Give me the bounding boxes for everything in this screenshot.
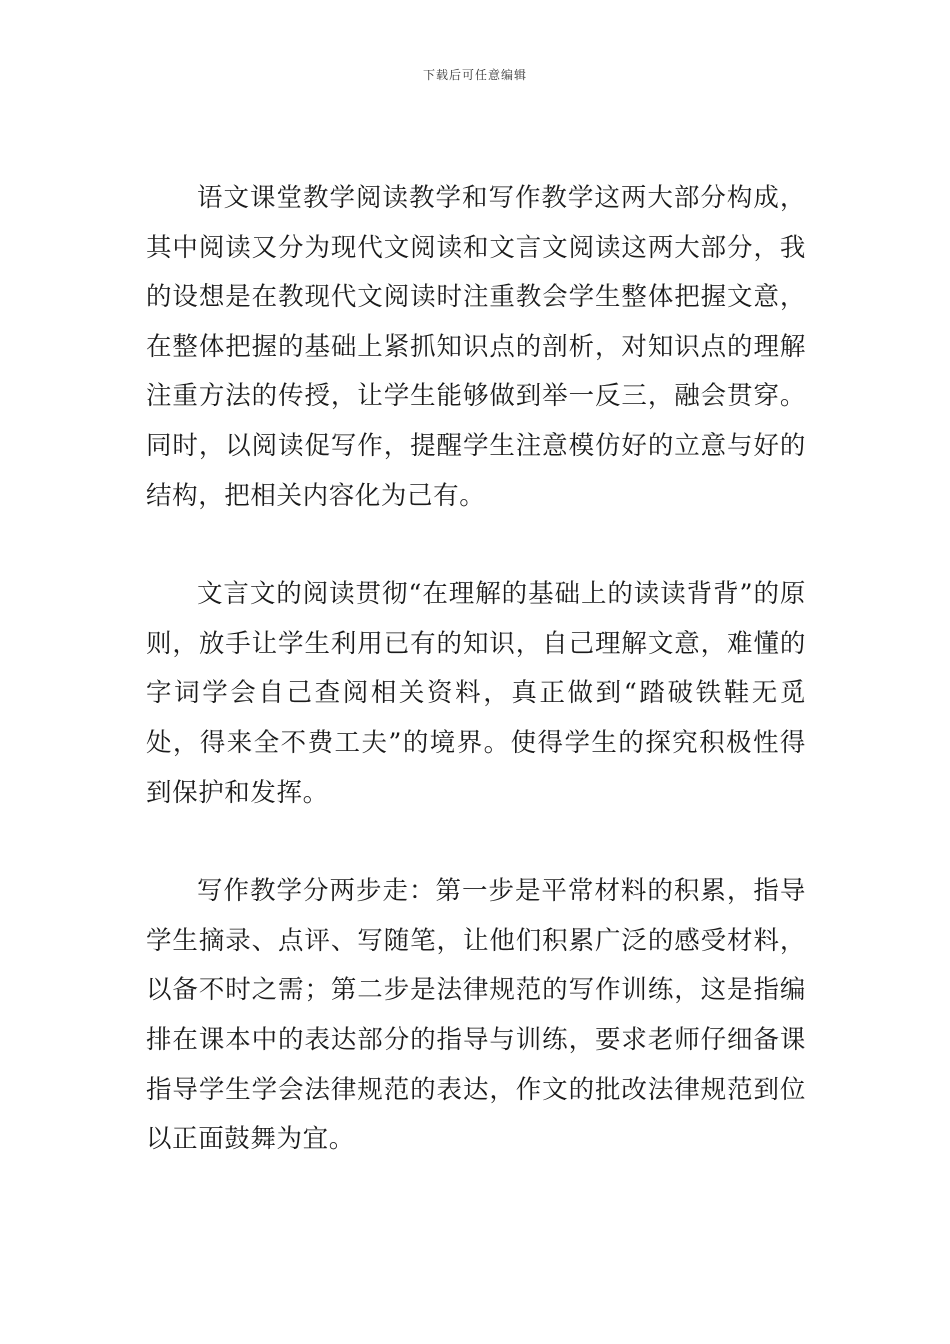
paragraph-reading-teaching: 语文课堂教学阅读教学和写作教学这两大部分构成，其中阅读又分为现代文阅读和文言文阅读这两大部分，我的设想是在教现代文阅读时注重教会学生整体把握文意，在整体把握的基础上紧抓知识点的剖析，对知识点的理解注重方法的传授，让学生能够做到举一反三，融会贯穿。同时，以阅读促写作，提醒学生注意模仿好的立意与好的结构，把相关内容化为己有。: [146, 183, 806, 511]
page-header: 下载后可任意编辑: [422, 68, 527, 82]
document-body: [146, 174, 806, 1165]
paragraph-writing-teaching: 写作教学分两步走：第一步是平常材料的积累，指导学生摘录、点评、写随笔，让他们积累广泛的感受材料，以备不时之需；第二步是法律规范的写作训练，这是指编排在课本中的表达部分的指导与训练，要求老师仔细备课指导学生学会法律规范的表达，作文的批改法律规范到位以正面鼓舞为宜。: [146, 876, 806, 1155]
paragraph-classical-chinese: 文言文的阅读贯彻“在理解的基础上的读读背背”的原则，放手让学生利用已有的知识，自己理解文意，难懂的字词学会自己查阅相关资料，真正做到“踏破铁鞋无觅处，得来全不费工夫”的境界。使得学生的探究积极性得到保护和发挥。: [146, 579, 807, 808]
